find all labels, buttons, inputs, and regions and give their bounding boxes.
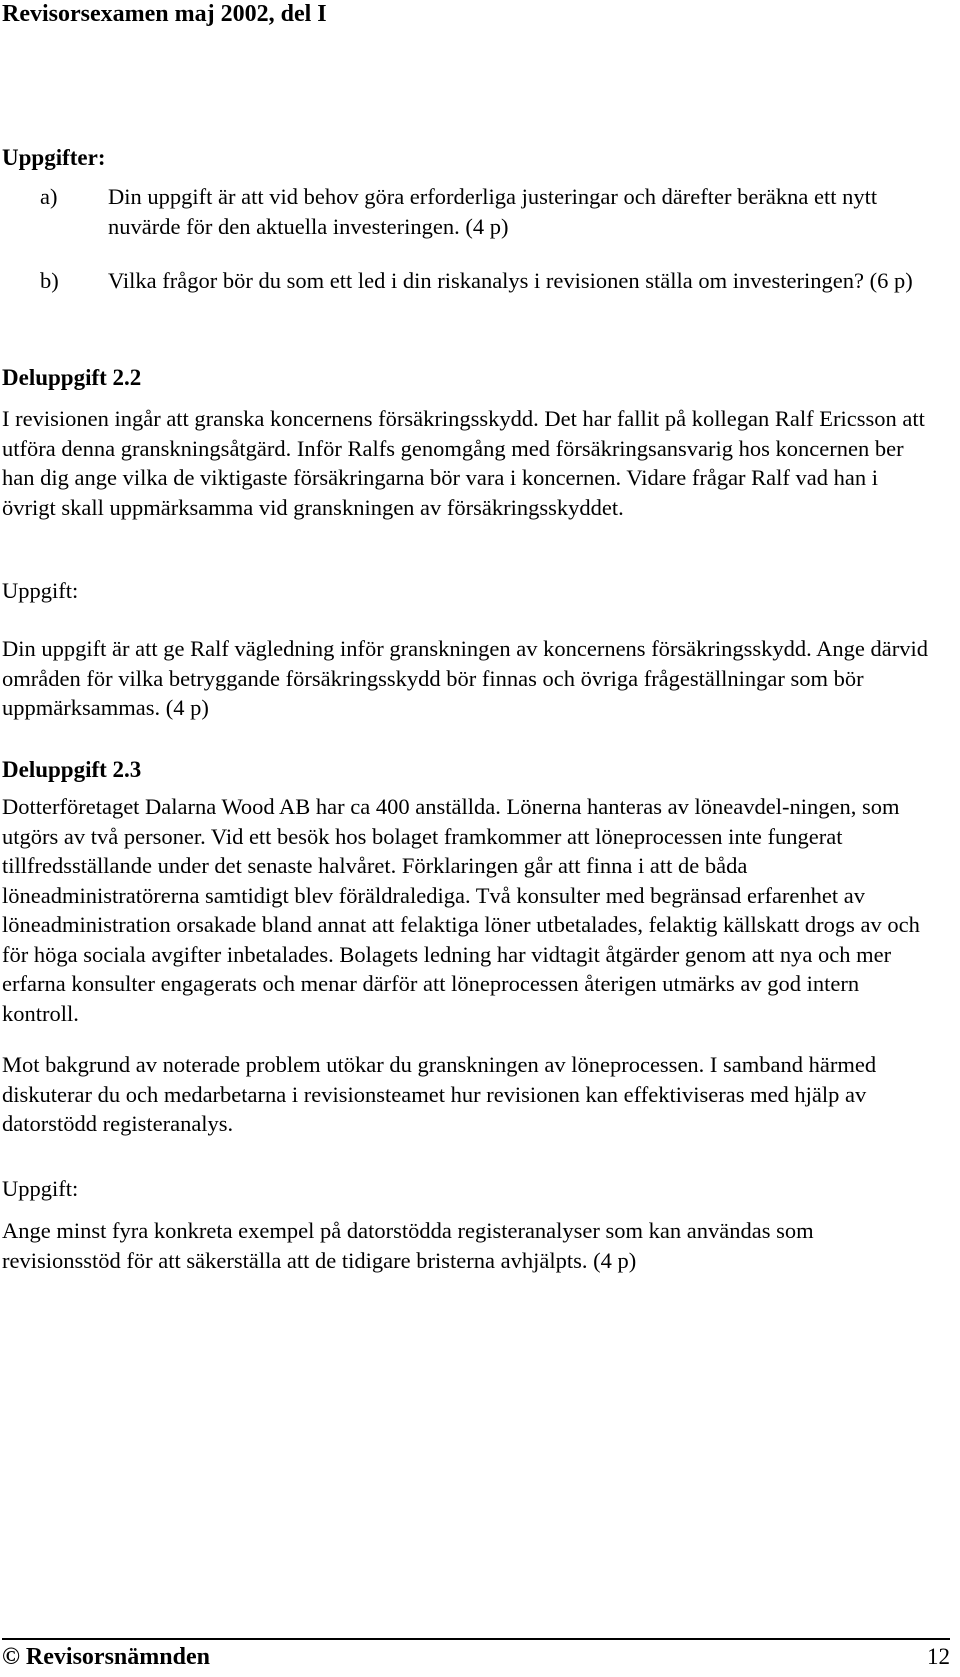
task-heading-2-3: Uppgift: [2,1176,79,1201]
section-heading-uppgifter: Uppgifter: [2,145,106,170]
list-text-b: Vilka frågor bör du som ett led i din riskanalys i revisionen ställa om investeringen? (6 p) [108,268,913,293]
paragraph-deluppgift-2-2-intro: I revisionen ingår att granska koncernens försäkringsskydd. Det har fallit på kollegan Ralf Ericsson att utföra denna granskningsåtgärd. Inför Ralfs genomgång med försäkringsansvarig hos koncernen ber han dig ange vilka de viktigaste försäkringarna bör vara i koncernen. Vidare frågar Ralf vad han i övrigt skall uppmärksamma vid granskningen av försäkringsskyddet. [2,406,925,520]
task-heading-2-2: Uppgift: [2,578,79,603]
footer-page-number: 12 [927,1644,950,1669]
paragraph-deluppgift-2-3-task: Ange minst fyra konkreta exempel på datorstödda registeranalyser som kan användas som revisionsstöd för att säkerställa att de tidigare bristerna avhjälpts. (4 p) [2,1218,814,1273]
list-item-b [40,266,940,296]
list-text-a: Din uppgift är att vid behov göra erforderliga justeringar och därefter beräkna ett nytt nuvärde för den aktuella investeringen. (4 p) [108,184,878,239]
list-item-a [40,182,940,242]
page-header-title: Revisorsexamen maj 2002, del I [2,1,327,27]
list-marker-b: b) [40,268,59,293]
paragraph-deluppgift-2-2-task: Din uppgift är att ge Ralf vägledning inför granskningen av koncernens försäkringsskydd. Ange därvid områden för vilka betryggande försäkringsskydd bör finnas och övriga frågeställningar som bör uppmärksammas. (4 p) [2,636,929,720]
footer-divider [2,1638,950,1640]
paragraph-deluppgift-2-3-background: Mot bakgrund av noterade problem utökar du granskningen av löneprocessen. I samband härmed diskuterar du och medarbetarna i revisionsteamet hur revisionen kan effektiviseras med hjälp av datorstödd registeranalys. [2,1052,877,1136]
section-heading-deluppgift-2-2: Deluppgift 2.2 [2,365,142,390]
list-marker-a: a) [40,184,58,209]
footer-copyright: © Revisorsnämnden [2,1644,210,1670]
section-heading-deluppgift-2-3: Deluppgift 2.3 [2,757,142,782]
paragraph-deluppgift-2-3-intro: Dotterföretaget Dalarna Wood AB har ca 400 anställda. Lönerna hanteras av löneavdel-ningen, som utgörs av två personer. Vid ett besök hos bolaget framkommer att löneprocessen inte fungerat tillfredsställande under det senaste halvåret. Förklaringen går att finna i att de båda löneadministratörerna samtidigt blev föräldralediga. Två konsulter med begränsad erfarenhet av löneadministration orsakade bland annat att felaktiga löner utbetalades, felaktig källskatt drogs av och för höga sociala avgifter inbetalades. Bolagets ledning har vidtagit åtgärder genom att nya och mer erfarna konsulter engagerats och menar därför att löneprocessen återigen utmärks av god intern kontroll. [2,794,920,1026]
